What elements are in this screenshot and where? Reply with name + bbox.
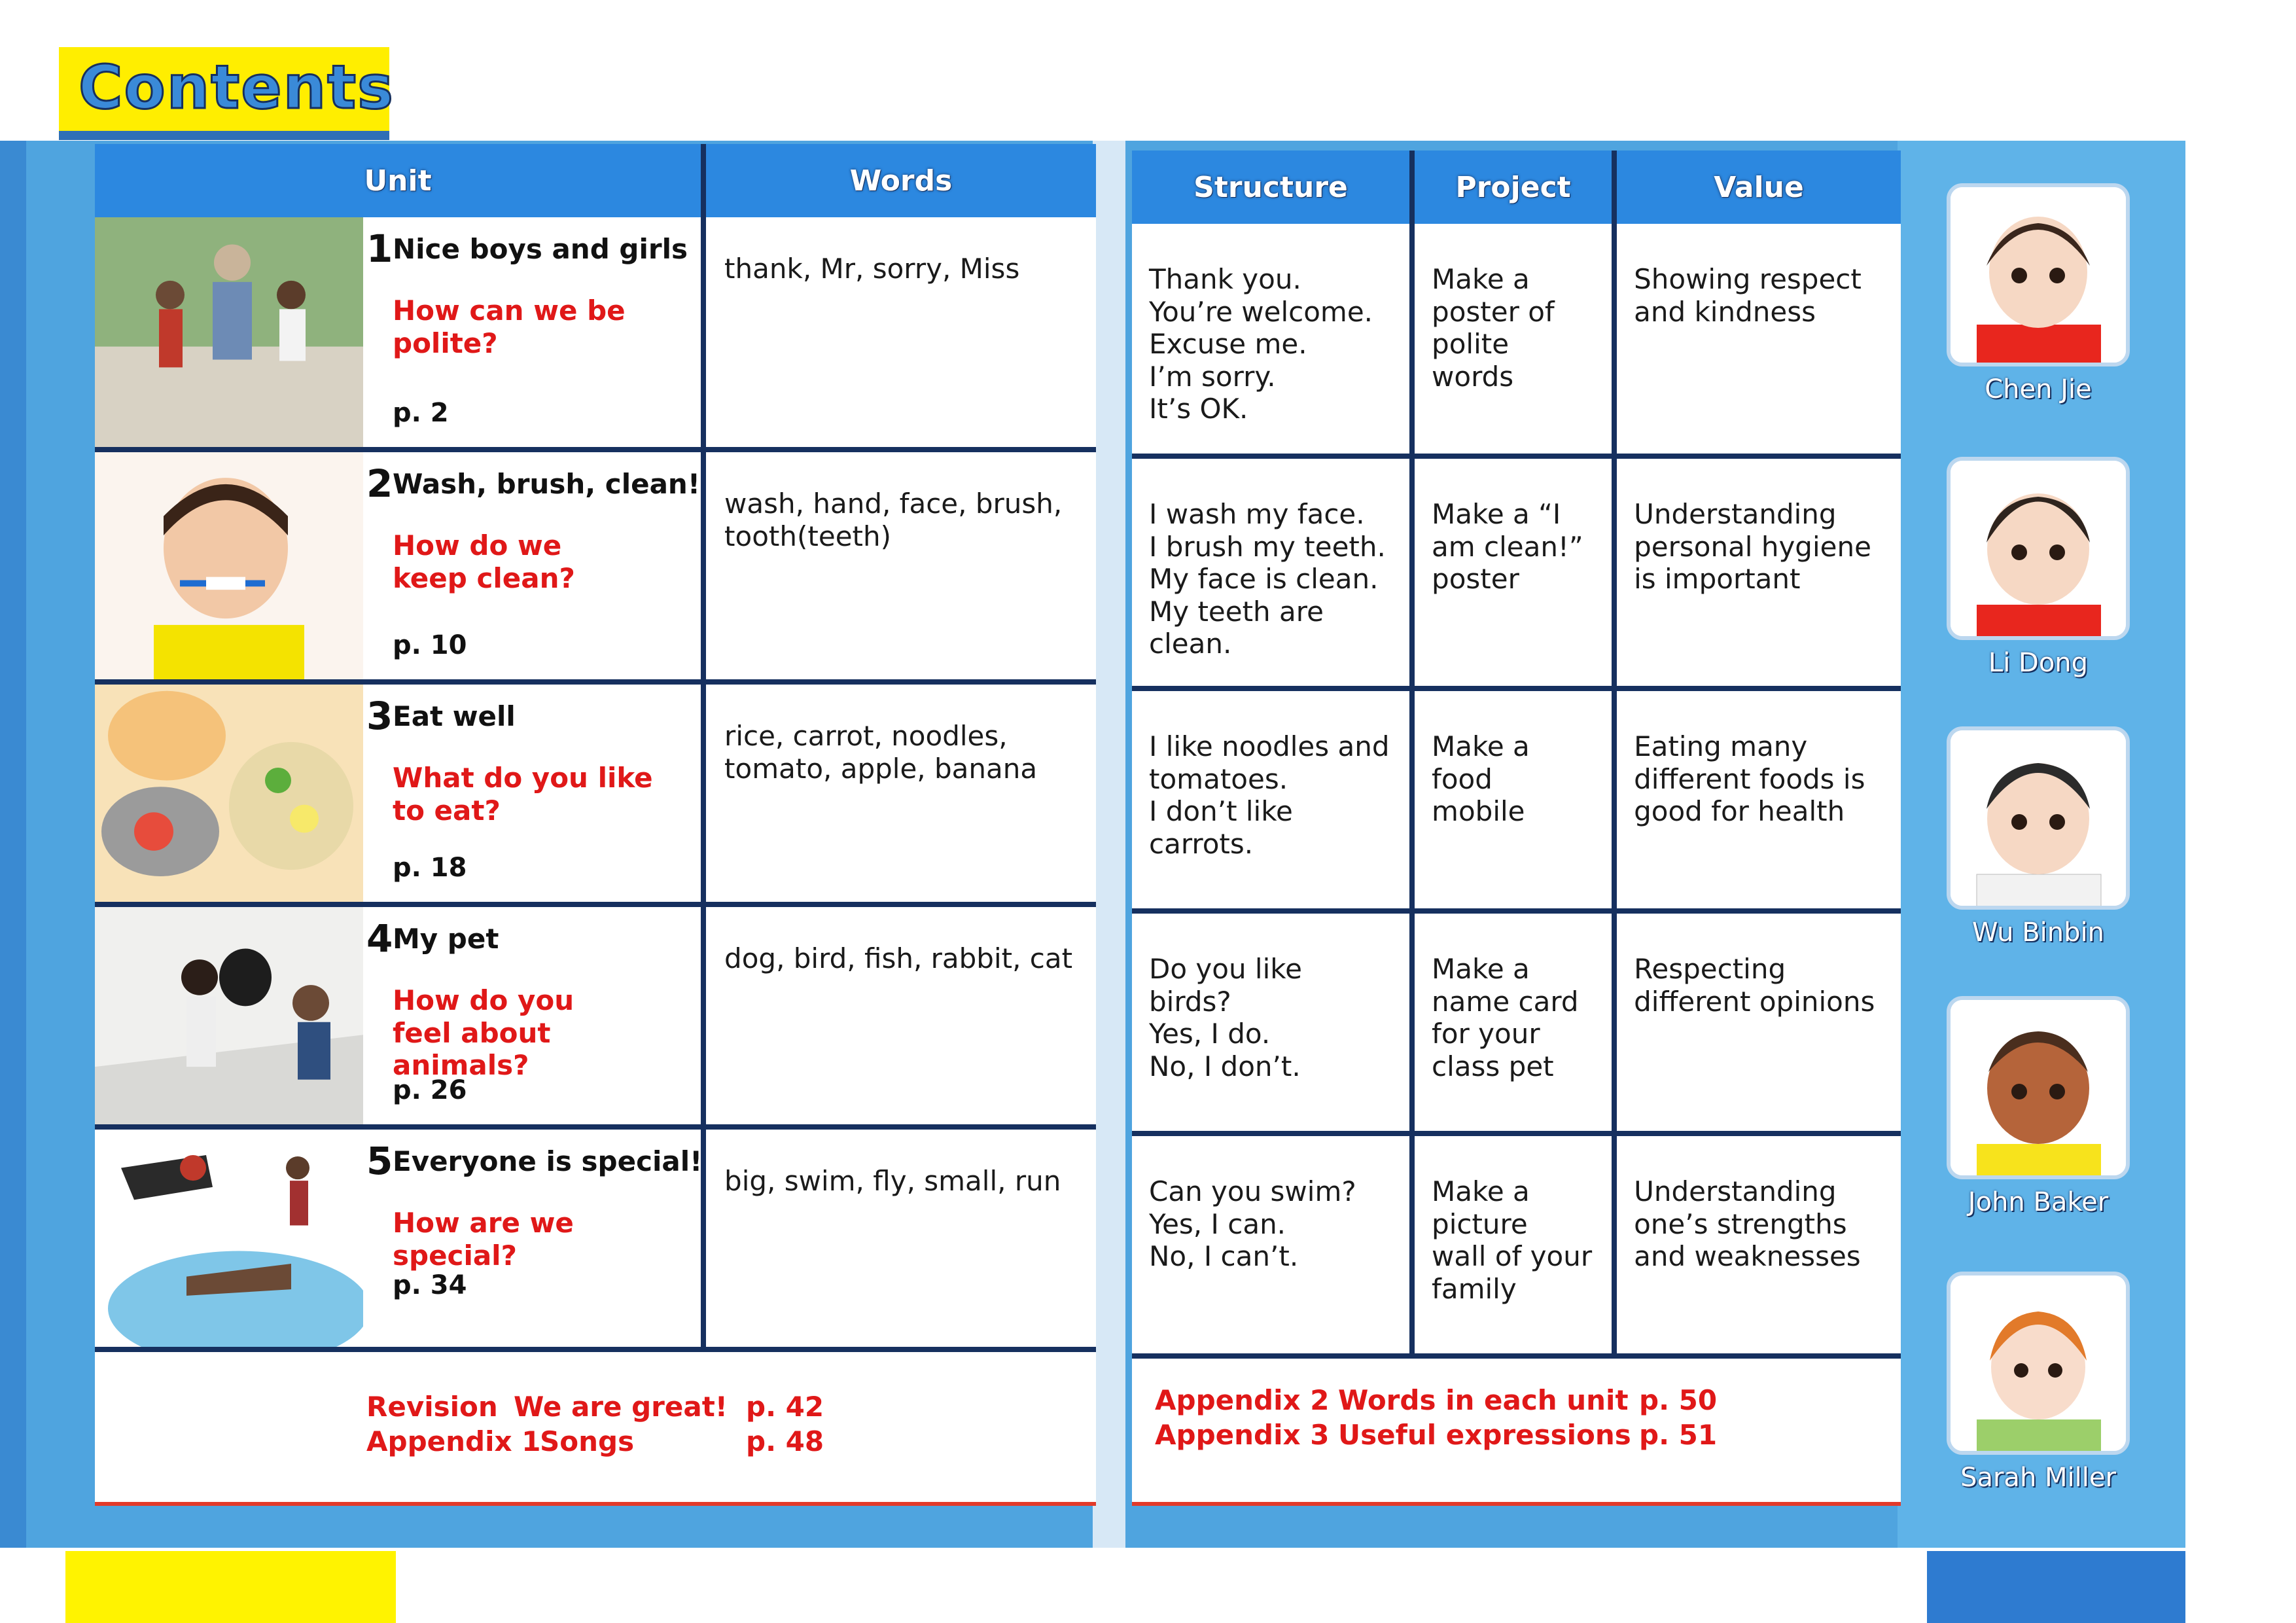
footer-title: Useful expressions [1338, 1419, 1631, 1451]
unit-question: How do we keep clean? [393, 529, 575, 594]
decorative-yellow-block [65, 1551, 396, 1623]
character-name: Sarah Miller [1960, 1463, 2116, 1493]
unit-cell [95, 904, 703, 1127]
unit-words: wash, hand, face, brush, tooth(teeth) [703, 450, 1096, 682]
character-portrait [1947, 726, 2130, 910]
unit-page: p. 34 [393, 1270, 467, 1300]
unit-5-photo [95, 1130, 363, 1347]
footer-title: Words in each unit [1338, 1384, 1629, 1416]
unit-number: 2 [366, 461, 393, 506]
character-name: John Baker [1968, 1187, 2109, 1217]
unit-number: 5 [366, 1139, 393, 1183]
page-title: Contents [79, 52, 395, 122]
character-john-baker [1947, 996, 2130, 1217]
unit-project: Make a name card for your class pet [1412, 911, 1614, 1133]
footer-page: p. 51 [1639, 1419, 1718, 1451]
unit-3-photo [95, 685, 363, 902]
character-name: Chen Jie [1985, 374, 2092, 404]
unit-words: rice, carrot, noodles, tomato, apple, banana [703, 682, 1096, 904]
unit-question: What do you like to eat? [393, 762, 653, 827]
unit-value: Understanding personal hygiene is important [1614, 456, 1901, 688]
unit-number: 4 [366, 916, 393, 961]
footer-label: Revision [366, 1391, 498, 1423]
left-page [95, 144, 1096, 1502]
table-row [95, 904, 1096, 1127]
unit-structure: I wash my face. I brush my teeth. My face is clean. My teeth are clean. [1132, 456, 1412, 688]
table-row [95, 682, 1096, 904]
character-portrait [1947, 1272, 2130, 1455]
unit-title: Wash, brush, clean! [393, 468, 700, 500]
unit-project: Make a food mobile [1412, 688, 1614, 911]
unit-2-photo [95, 452, 363, 679]
unit-number: 1 [366, 226, 393, 271]
unit-3-text [363, 685, 701, 902]
contents-table-right [1132, 151, 1901, 1359]
unit-project: Make a picture wall of your family [1412, 1133, 1614, 1356]
unit-words: big, swim, fly, small, run [703, 1127, 1096, 1349]
table-row [1132, 1133, 1901, 1356]
footer-label: Appendix 3 [1155, 1419, 1330, 1451]
unit-cell [95, 682, 703, 904]
unit-question: How do you feel about animals? [393, 984, 574, 1082]
table-row [1132, 911, 1901, 1133]
header-structure: Structure [1132, 151, 1412, 224]
character-name: Wu Binbin [1972, 918, 2104, 948]
unit-cell [95, 450, 703, 682]
footer-label: Appendix 2 [1155, 1384, 1330, 1416]
unit-cell [95, 1127, 703, 1349]
unit-structure: Can you swim? Yes, I can. No, I can’t. [1132, 1133, 1412, 1356]
unit-4-photo [95, 907, 363, 1124]
footer-page: p. 42 [746, 1391, 824, 1423]
unit-question: How are we special? [393, 1207, 574, 1272]
character-portrait [1947, 183, 2130, 366]
unit-value: Respecting different opinions [1614, 911, 1901, 1133]
footer-page: p. 50 [1639, 1384, 1718, 1416]
footer-label: Appendix 1 [366, 1425, 541, 1457]
unit-value: Understanding one’s strengths and weaknesses [1614, 1133, 1901, 1356]
background-edge [0, 141, 26, 1548]
unit-1-text [363, 217, 701, 447]
unit-2-text [363, 452, 701, 679]
unit-question: How can we be polite? [393, 294, 626, 359]
unit-value: Eating many different foods is good for health [1614, 688, 1901, 911]
unit-page: p. 26 [393, 1075, 467, 1105]
table-row [95, 450, 1096, 682]
unit-structure: Do you like birds? Yes, I do. No, I don’t. [1132, 911, 1412, 1133]
unit-title: Eat well [393, 700, 516, 732]
table-row [95, 1127, 1096, 1349]
character-chen-jie [1947, 183, 2130, 404]
unit-project: Make a poster of polite words [1412, 224, 1614, 456]
footer-title: We are great! [514, 1391, 728, 1423]
unit-number: 3 [366, 694, 393, 738]
header-unit: Unit [95, 144, 703, 217]
character-li-dong [1947, 457, 2130, 678]
unit-4-text [363, 907, 701, 1124]
unit-page: p. 10 [393, 630, 467, 660]
table-row [1132, 688, 1901, 911]
decorative-blue-block [1927, 1551, 2185, 1623]
contents-table-left [95, 144, 1096, 1352]
title-tab-shadow [59, 131, 389, 140]
character-name: Li Dong [1988, 648, 2089, 678]
unit-page: p. 2 [393, 397, 449, 428]
header-value: Value [1614, 151, 1901, 224]
character-portrait [1947, 996, 2130, 1179]
unit-value: Showing respect and kindness [1614, 224, 1901, 456]
unit-title: Nice boys and girls [393, 233, 688, 265]
unit-structure: I like noodles and tomatoes. I don’t like carrots. [1132, 688, 1412, 911]
table-row [95, 217, 1096, 450]
unit-title: My pet [393, 923, 499, 955]
footer-title: Songs [540, 1425, 635, 1457]
unit-5-text [363, 1130, 701, 1347]
unit-1-photo [95, 217, 363, 447]
unit-words: dog, bird, fish, rabbit, cat [703, 904, 1096, 1127]
header-project: Project [1412, 151, 1614, 224]
header-words: Words [703, 144, 1096, 217]
unit-cell [95, 217, 703, 450]
right-page [1132, 151, 1901, 1502]
unit-structure: Thank you. You’re welcome. Excuse me. I’m sorry. It’s OK. [1132, 224, 1412, 456]
table-row [1132, 224, 1901, 456]
unit-words: thank, Mr, sorry, Miss [703, 217, 1096, 450]
character-portrait [1947, 457, 2130, 640]
unit-page: p. 18 [393, 852, 467, 883]
footer-page: p. 48 [746, 1425, 824, 1457]
character-wu-binbin [1947, 726, 2130, 948]
unit-project: Make a “I am clean!” poster [1412, 456, 1614, 688]
character-sarah-miller [1947, 1272, 2130, 1493]
table-row [1132, 456, 1901, 688]
book-spine [1093, 141, 1125, 1548]
unit-title: Everyone is special! [393, 1145, 703, 1177]
